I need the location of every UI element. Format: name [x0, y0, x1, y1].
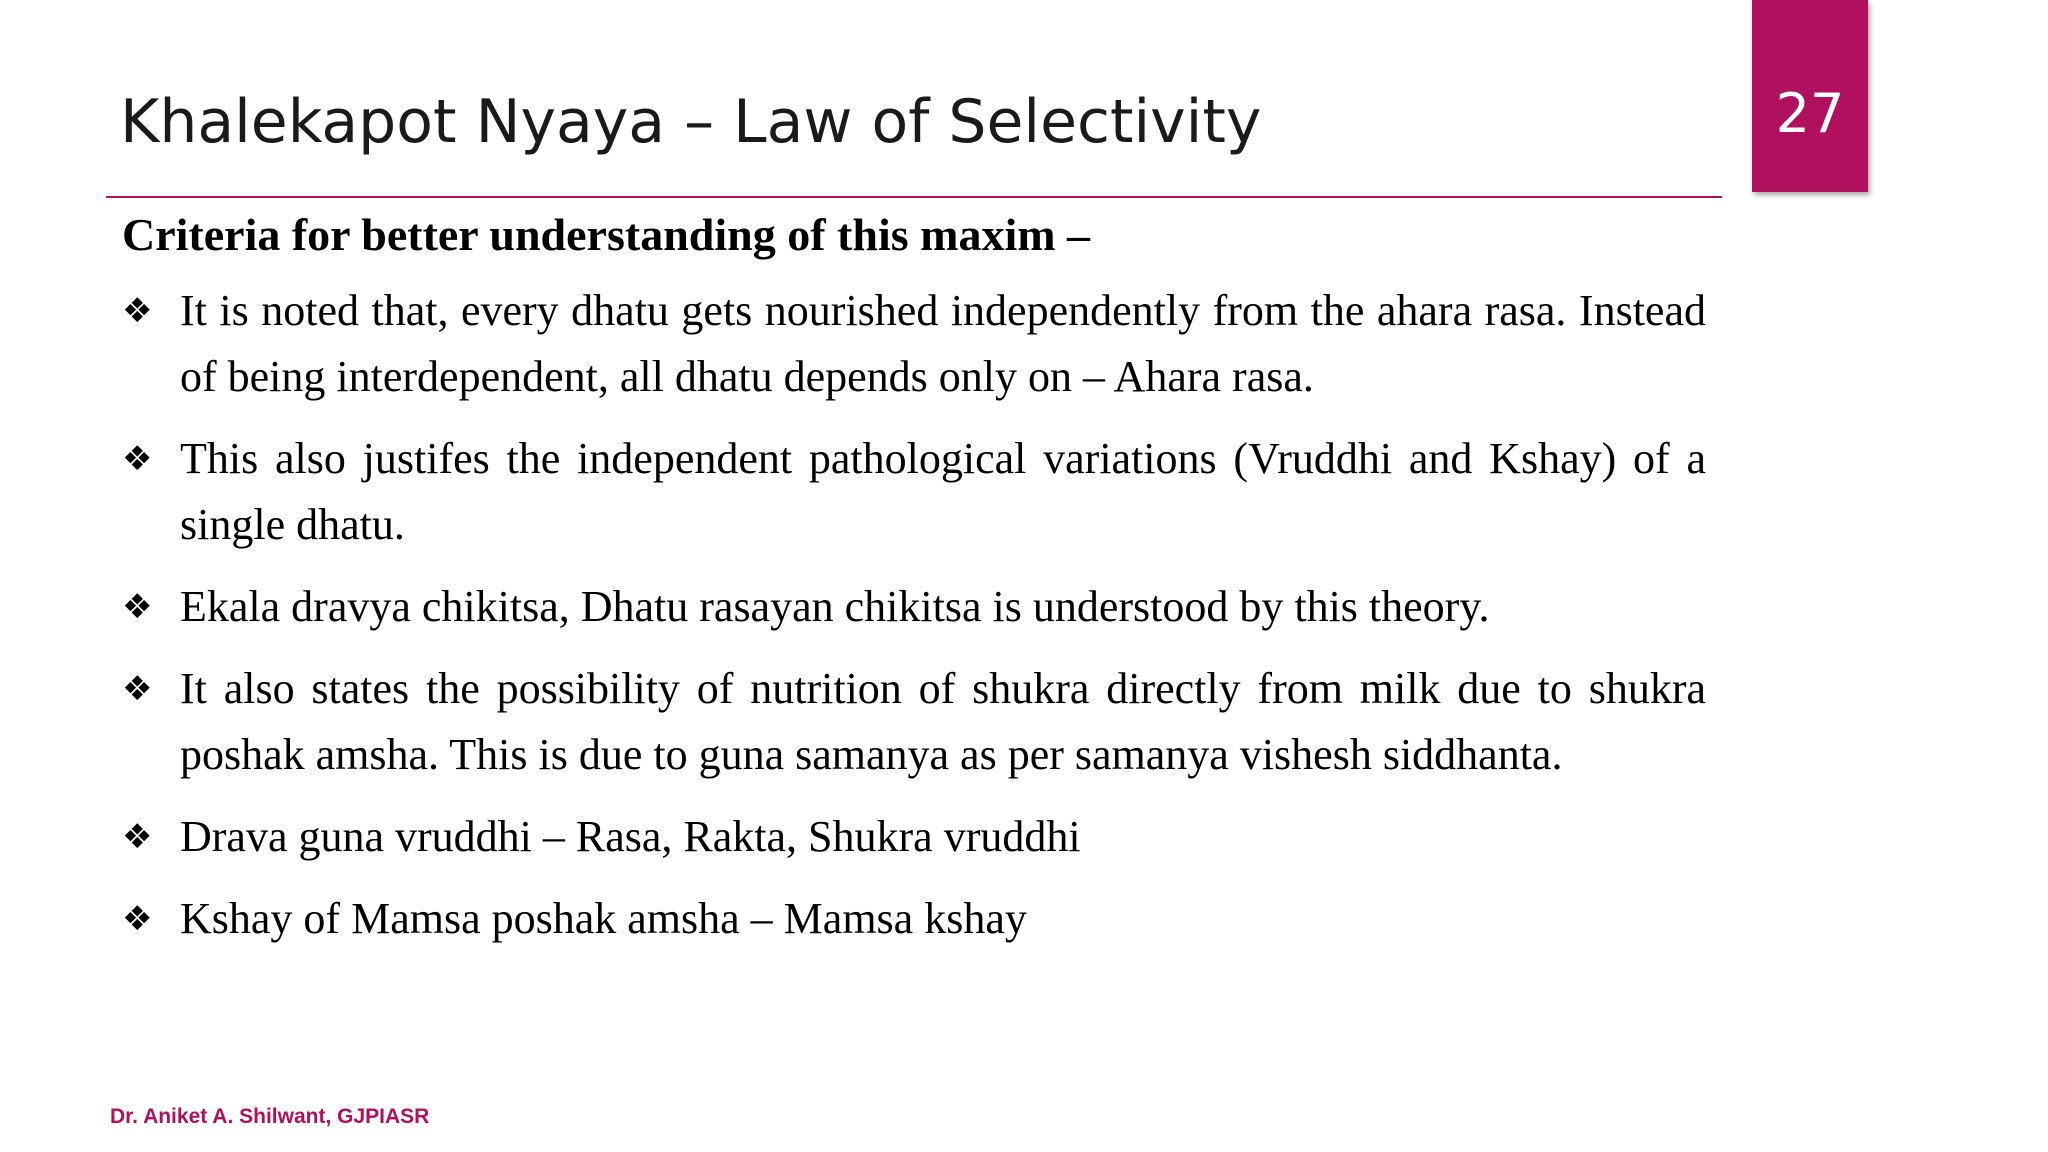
bullet-text: Drava guna vruddhi – Rasa, Rakta, Shukra vruddhi	[180, 812, 1081, 861]
criteria-heading: Criteria for better understanding of this maxim –	[122, 209, 1091, 260]
diamond-bullet-icon: ❖	[122, 817, 153, 857]
bullet-item	[122, 804, 1706, 870]
slide-content	[122, 204, 1706, 968]
bullet-text: It is noted that, every dhatu gets nourished independently from the ahara rasa. Instead of being interdependent, all dhatu depends only on – Ahara rasa.	[180, 286, 1706, 401]
diamond-bullet-icon: ❖	[122, 439, 153, 479]
bullet-item	[122, 656, 1706, 788]
bullet-item	[122, 278, 1706, 410]
bullet-text: Kshay of Mamsa poshak amsha – Mamsa kshay	[180, 894, 1027, 943]
diamond-bullet-icon: ❖	[122, 669, 153, 709]
slide-title: Khalekapot Nyaya – Law of Selectivity	[120, 87, 1262, 157]
bullet-text: Ekala dravya chikitsa, Dhatu rasayan chikitsa is understood by this theory.	[180, 582, 1490, 631]
diamond-bullet-icon: ❖	[122, 899, 153, 939]
bullet-text: It also states the possibility of nutrition of shukra directly from milk due to shukra poshak amsha. This is due to guna samanya as per samanya vishesh siddhanta.	[180, 664, 1706, 779]
diamond-bullet-icon: ❖	[122, 291, 153, 331]
bullet-item	[122, 426, 1706, 558]
diamond-bullet-icon: ❖	[122, 587, 153, 627]
author-footer: Dr. Aniket A. Shilwant, GJPIASR	[110, 1105, 430, 1128]
bullet-list	[122, 278, 1706, 952]
bullet-item	[122, 574, 1706, 640]
title-divider	[106, 196, 1722, 198]
bullet-text: This also justifes the independent pathological variations (Vruddhi and Kshay) of a single dhatu.	[180, 434, 1706, 549]
page-number: 27	[1775, 82, 1845, 145]
page-number-badge	[1752, 0, 1868, 192]
bullet-item	[122, 886, 1706, 952]
